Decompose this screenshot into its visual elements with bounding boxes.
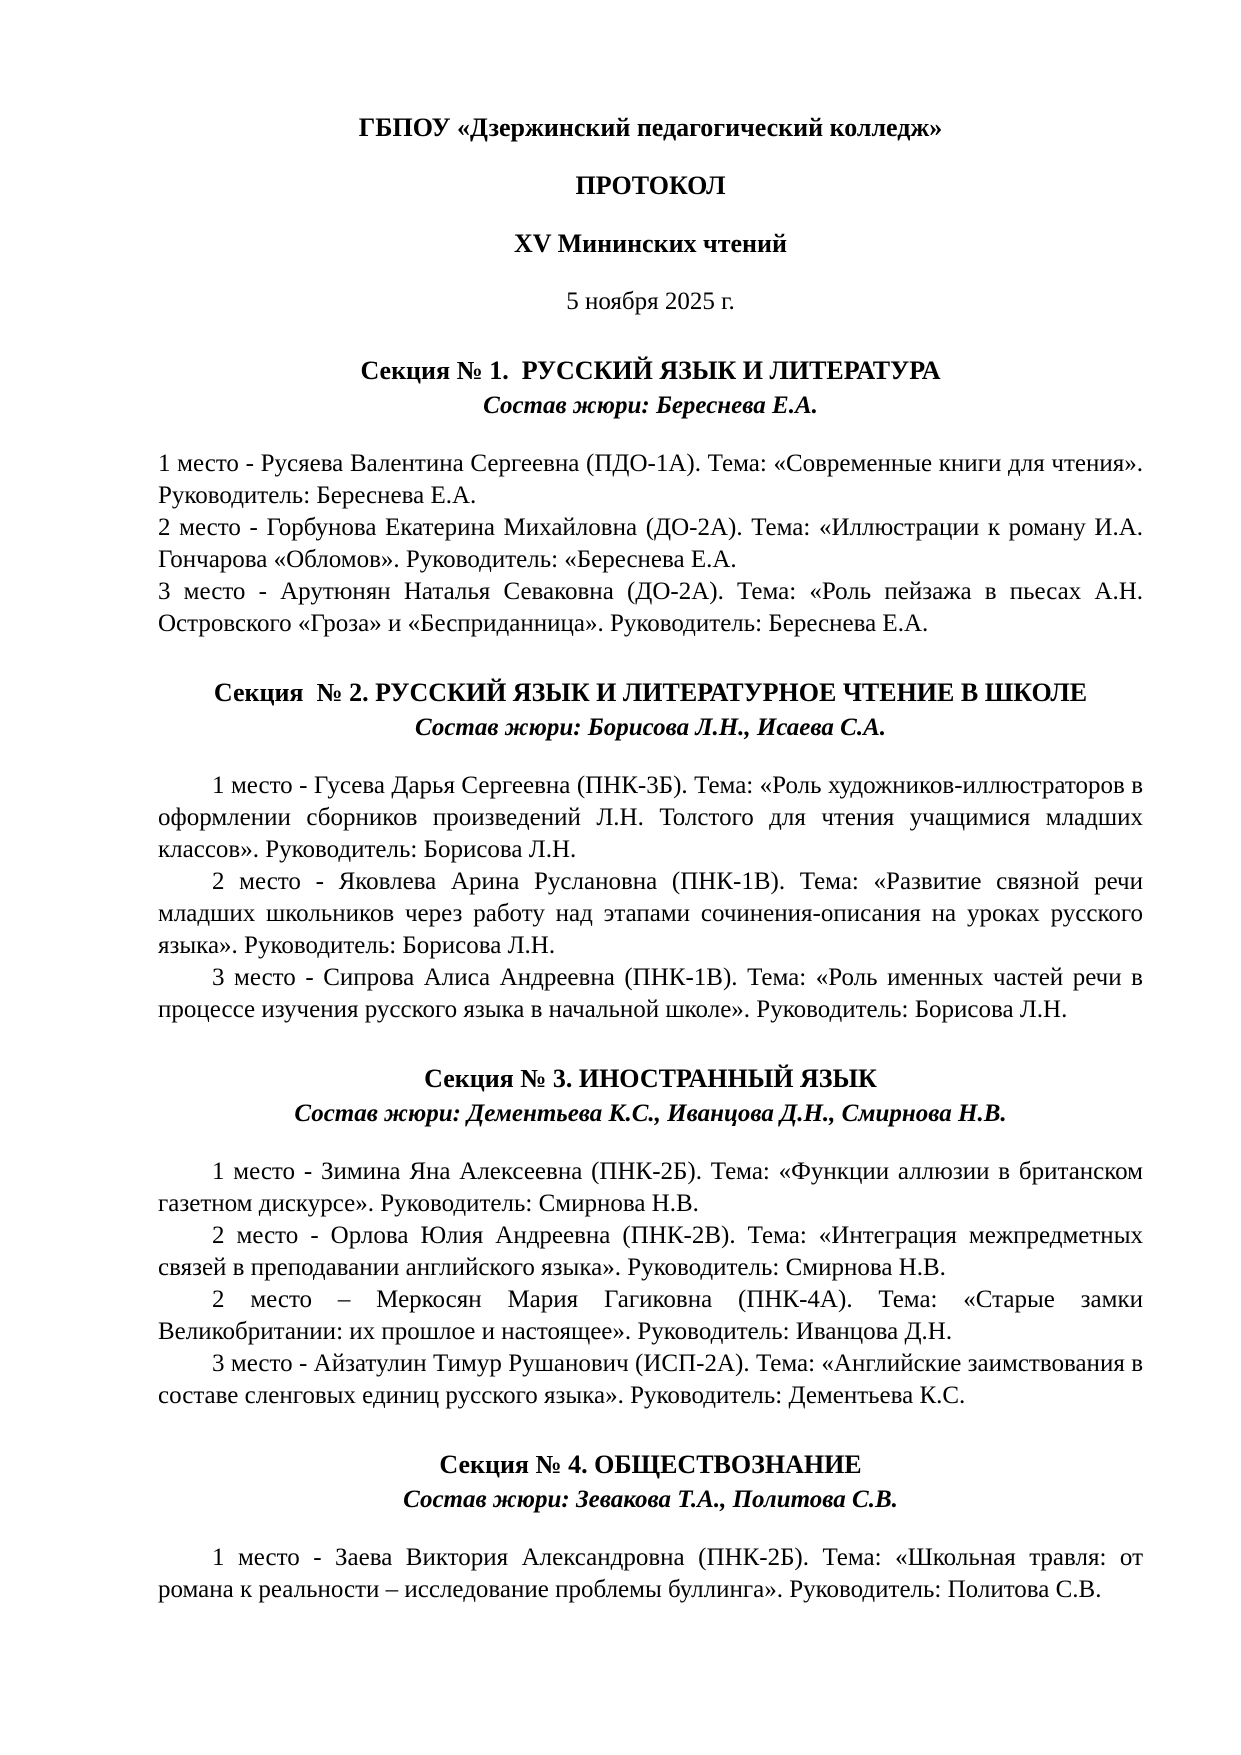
award-entry: 2 место – Меркосян Мария Гагиковна (ПНК-4А). Тема: «Старые замки Великобритании: их прошлое и настоящее». Руководитель: Иванцова Д.Н. bbox=[158, 1286, 1143, 1345]
section bbox=[158, 674, 1143, 1026]
award-entry: 1 место - Заева Виктория Александровна (ПНК-2Б). Тема: «Школьная травля: от романа к реальности – исследование проблемы буллинга». Руководитель: Политова С.В. bbox=[158, 1544, 1143, 1603]
section bbox=[158, 1446, 1143, 1606]
section bbox=[158, 352, 1143, 640]
award-entry: 2 место - Горбунова Екатерина Михайловна (ДО-2А). Тема: «Иллюстрации к роману И.А. Гончарова «Обломов». Руководитель: «Береснева Е.А. bbox=[158, 514, 1143, 573]
section-entries bbox=[158, 770, 1143, 1026]
section-jury: Состав жюри: Береснева Е.А. bbox=[483, 392, 818, 419]
document-title: ПРОТОКОЛ bbox=[575, 171, 726, 200]
award-entry: 1 место - Зимина Яна Алексеевна (ПНК-2Б). Тема: «Функции аллюзии в британском газетном дискурсе». Руководитель: Смирнова Н.В. bbox=[158, 1158, 1143, 1217]
section-jury: Состав жюри: Борисова Л.Н., Исаева С.А. bbox=[414, 714, 887, 741]
section-jury: Состав жюри: Зевакова Т.А., Политова С.В. bbox=[403, 1486, 898, 1513]
section-title: Секция № 2. РУССКИЙ ЯЗЫК И ЛИТЕРАТУРНОЕ ЧТЕНИЕ В ШКОЛЕ bbox=[213, 678, 1088, 707]
award-entry: 3 место - Арутюнян Наталья Севаковна (ДО-2А). Тема: «Роль пейзажа в пьесах А.Н. Островского «Гроза» и «Бесприданница». Руководитель: Береснева Е.А. bbox=[158, 578, 1143, 637]
section-title: Секция № 1. РУССКИЙ ЯЗЫК И ЛИТЕРАТУРА bbox=[360, 356, 941, 385]
section-title: Секция № 4. ОБЩЕСТВОЗНАНИЕ bbox=[439, 1450, 862, 1479]
award-entry: 3 место - Сипрова Алиса Андреевна (ПНК-1В). Тема: «Роль именных частей речи в процессе изучения русского языка в начальной школе». Руководитель: Борисова Л.Н. bbox=[158, 964, 1143, 1023]
document-date: 5 ноября 2025 г. bbox=[566, 288, 735, 315]
award-entry: 1 место - Гусева Дарья Сергеевна (ПНК-3Б). Тема: «Роль художников-иллюстраторов в оформлении сборников произведений Л.Н. Толстого для чтения учащимися младших классов». Руководитель: Борисова Л.Н. bbox=[158, 772, 1143, 863]
section-entries bbox=[158, 1156, 1143, 1412]
organization-name: ГБПОУ «Дзержинский педагогический колледж» bbox=[358, 113, 943, 142]
section bbox=[158, 1060, 1143, 1412]
section-entries bbox=[158, 448, 1143, 640]
sections bbox=[158, 352, 1143, 1606]
award-entry: 2 место - Орлова Юлия Андреевна (ПНК-2В). Тема: «Интеграция межпредметных связей в преподавании английского языка». Руководитель: Смирнова Н.В. bbox=[158, 1222, 1143, 1281]
section-entries bbox=[158, 1542, 1143, 1606]
event-title: XV Мининских чтений bbox=[514, 229, 787, 258]
section-title: Секция № 3. ИНОСТРАННЫЙ ЯЗЫК bbox=[424, 1064, 877, 1093]
award-entry: 2 место - Яковлева Арина Руслановна (ПНК-1В). Тема: «Развитие связной речи младших школьников через работу над этапами сочинения-описания на уроках русского языка». Руководитель: Борисова Л.Н. bbox=[158, 868, 1143, 959]
award-entry: 3 место - Айзатулин Тимур Рушанович (ИСП-2А). Тема: «Английские заимствования в составе сленговых единиц русского языка». Руководитель: Дементьева К.С. bbox=[158, 1350, 1143, 1409]
section-jury: Состав жюри: Дементьева К.С., Иванцова Д.Н., Смирнова Н.В. bbox=[294, 1100, 1007, 1127]
award-entry: 1 место - Русяева Валентина Сергеевна (ПДО-1А). Тема: «Современные книги для чтения». Руководитель: Береснева Е.А. bbox=[158, 450, 1143, 509]
